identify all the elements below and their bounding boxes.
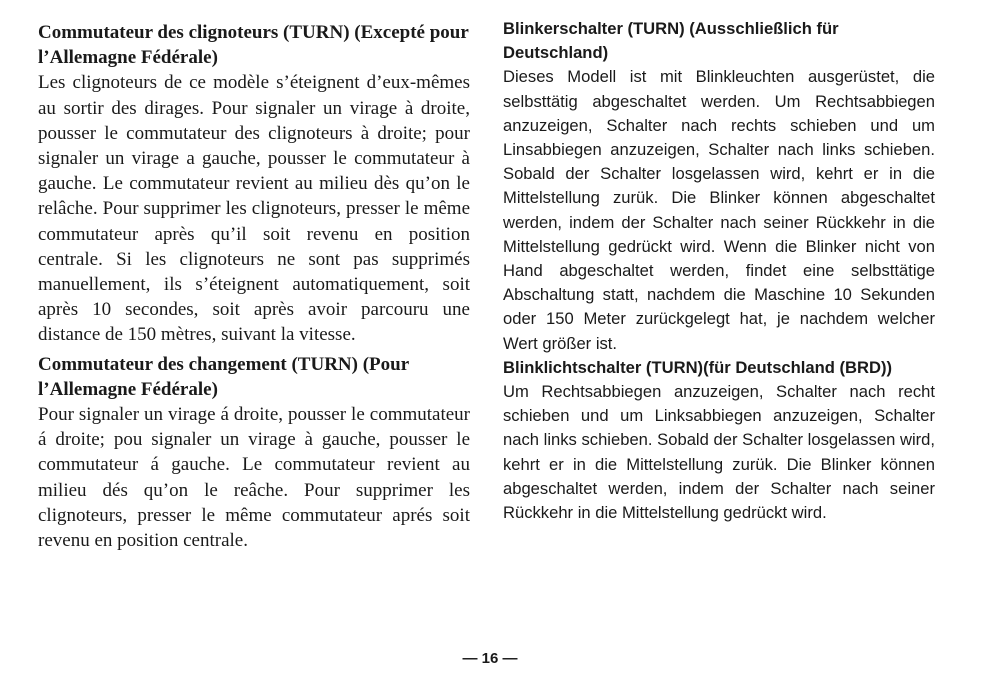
turn-switch-heading-fr: Commutateur des clignoteurs (TURN) (Excepté pour l’Allemagne Fédérale) (38, 22, 469, 69)
turn-switch-brd-heading-de: Blinklichtschalter (TURN)(für Deutschland (BRD)) (503, 357, 893, 377)
turn-switch-text-fr: Les clignoteurs de ce modèle s’éteignent d’eux-mêmes au sortir des dirages. Pour signaler un virage à droite, pousser le commutateur des clignoteurs à droite; pour signaler un virage a gauche, pousser le commutateur à gauche. Le commutateur revient au milieu dès qu’on le relâche. Pour supprimer les clignoteurs, presser le même commutateur après qu’il soit revenu en position centrale. Si les clignoteurs ne sont pas supprimés manuellement, ils s’éteignent automatiquement, soit après 10 secondes, soit après avoir parcouru une distance de 150 mètres, suivant la vitesse. (38, 72, 470, 346)
turn-switch-heading-de: Blinkerschalter (TURN) (Ausschließlich für Deutschland) (503, 19, 839, 63)
german-column (503, 17, 935, 525)
turn-switch-germany-text-fr: Pour signaler un virage á droite, pousser le commutateur á droite; pou signaler un virage à gauche, pousser le commutateur á gauche. Le commutateur revient au milieu dés qu’on le reâche. Pour supprimer les clignoteurs, presser le même commutateur aprés soit revenu en position centrale. (38, 404, 470, 552)
turn-switch-brd-text-de: Um Rechtsabbiegen anzuzeigen, Schalter nach recht schieben und um Linksabbiegen anzuzeigen, Schalter nach links schieben. Sobald der Schalter losgelassen wird, kehrt er in die Mittelstellung zurük. Die Blinker können abgeschaltet werden, indem der Schalter nach seiner Rückkehr in die Mittelstellung gedrückt wird. (503, 382, 935, 523)
turn-switch-germany-heading-fr: Commutateur des changement (TURN) (Pour l’Allemagne Fédérale) (38, 353, 409, 400)
page-number: — 16 — (462, 650, 518, 667)
turn-switch-text-de: Dieses Modell ist mit Blinkleuchten ausgerüstet, die selbsttätig abgeschaltet werden. Um Rechtsabbiegen anzuzeigen, Schalter nach rechts schieben und um Linsabbiegen anzuzeigen, Schalter nach links schieben. Sobald der Schalter losgelassen wird, kehrt er in die Mittelstellung zurük. Die Blinker können abgeschaltet werden, indem der Schalter nach seiner Rückkehr in die Mittelstellung gedrückt wird. Wenn die Blinker nicht von Hand abgeschaltet werden, findet eine selbsttätige Abschaltung statt, nachdem die Maschine 10 Sekunden oder 150 Meter zurückgelegt hat, je nachdem welcher Wert größer ist. (503, 67, 935, 353)
french-column (38, 20, 470, 553)
